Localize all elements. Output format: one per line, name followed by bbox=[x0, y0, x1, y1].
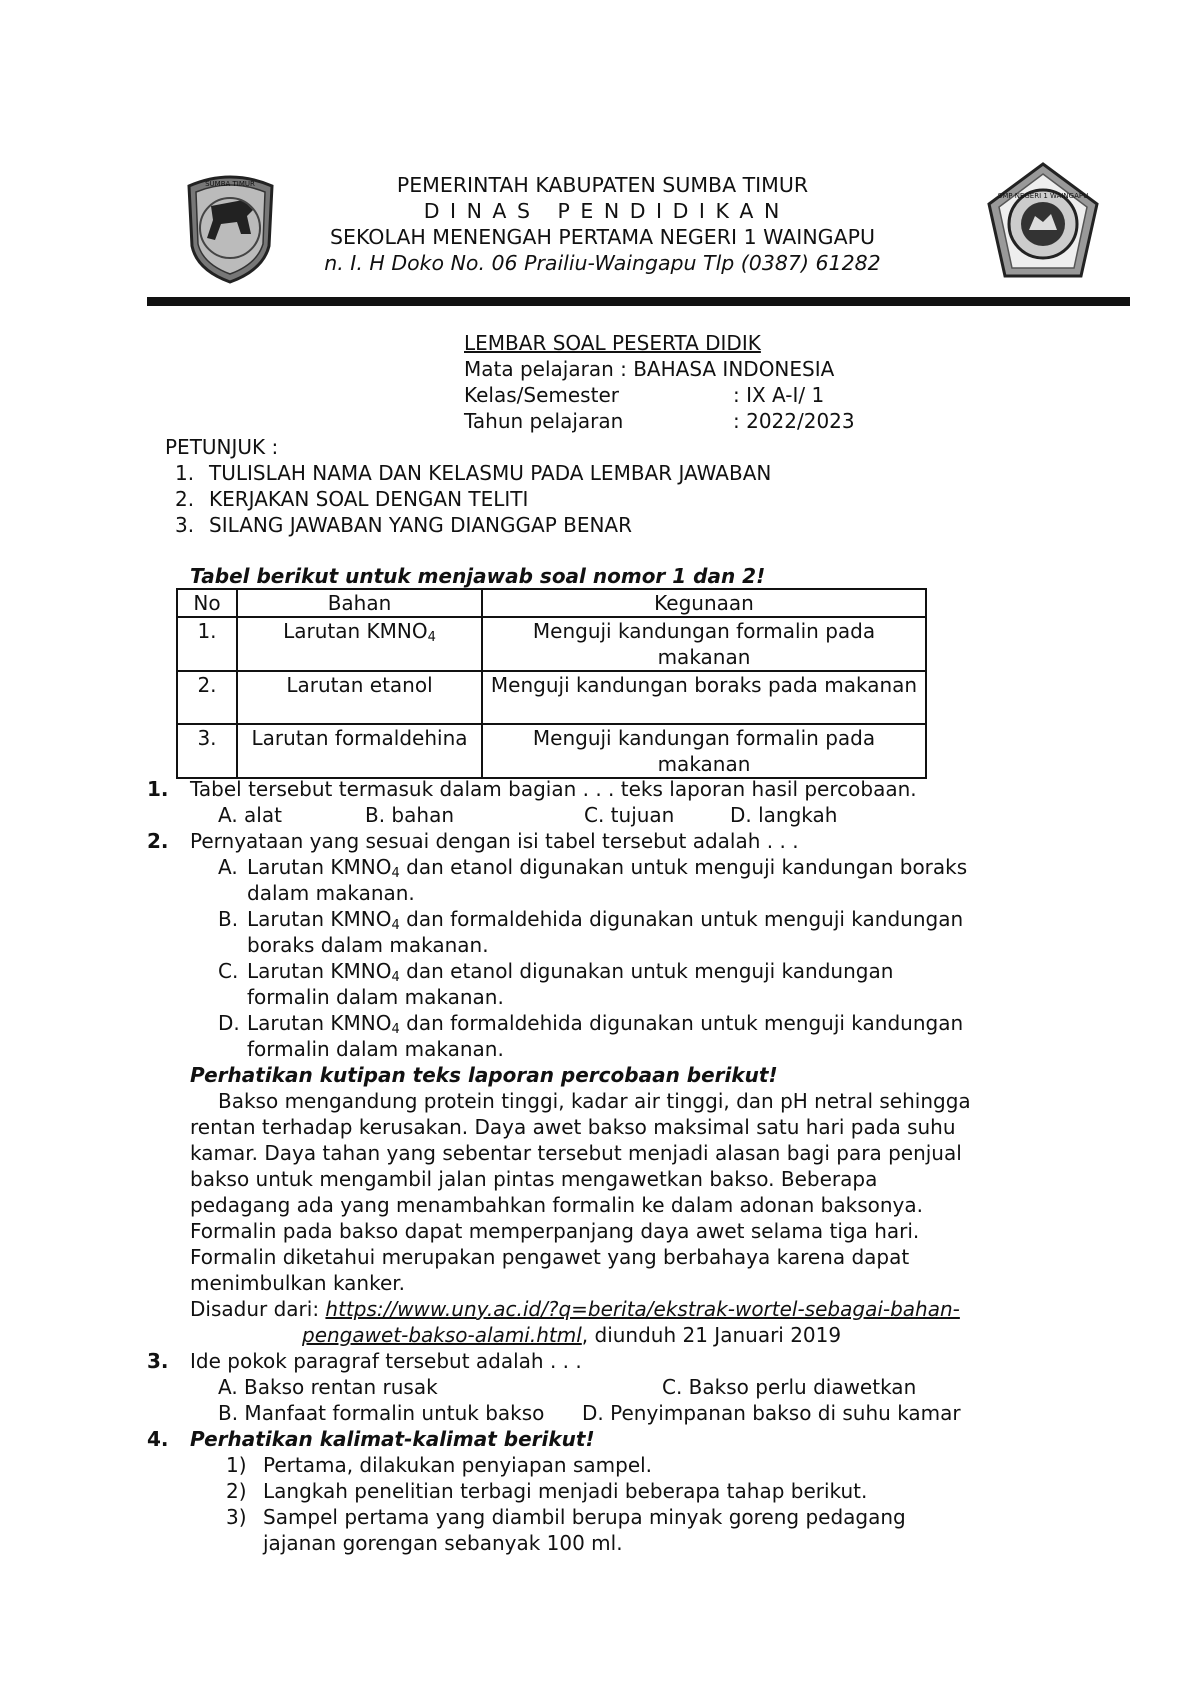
sheet-title: LEMBAR SOAL PESERTA DIDIK bbox=[464, 331, 761, 355]
table-cell-no: 2. bbox=[177, 671, 237, 724]
material-table bbox=[176, 588, 927, 779]
instructions-heading: PETUNJUK : bbox=[165, 435, 279, 459]
year-label: Tahun pelajaran bbox=[464, 409, 624, 433]
table-caption: Tabel berikut untuk menjawab soal nomor 1 dan 2! bbox=[190, 564, 766, 588]
sentence-number: 1) bbox=[226, 1453, 247, 1477]
sentence-text: Langkah penelitian terbagi menjadi beberapa tahap berikut. bbox=[263, 1479, 868, 1503]
table-cell-no: 3. bbox=[177, 724, 237, 778]
svg-text:SMP NEGERI 1 WAINGAPU: SMP NEGERI 1 WAINGAPU bbox=[997, 192, 1089, 200]
table-row bbox=[177, 617, 926, 671]
option-letter[interactable]: C. bbox=[218, 959, 239, 983]
table-cell-bahan: Larutan $KMNO_4$ bbox=[237, 617, 482, 671]
sentence-number: 3) bbox=[226, 1505, 247, 1529]
option-letter[interactable]: B. bbox=[218, 907, 239, 931]
source-citation: Disadur dari: https://www.uny.ac.id/?q=berita/ekstrak-wortel-sebagai-bahan- bbox=[190, 1297, 960, 1321]
option-letter[interactable]: D. bbox=[218, 1011, 240, 1035]
table-header-row bbox=[177, 589, 926, 617]
passage-line: Formalin pada bakso dapat memperpanjang daya awet selama tiga hari. bbox=[190, 1219, 920, 1243]
answer-option[interactable]: B. bahan bbox=[365, 803, 454, 827]
answer-option-continuation: boraks dalam makanan. bbox=[247, 933, 489, 957]
passage-line: pedagang ada yang menambahkan formalin ke dalam adonan baksonya. bbox=[190, 1193, 923, 1217]
instruction-text: TULISLAH NAMA DAN KELASMU PADA LEMBAR JAWABAN bbox=[209, 461, 772, 485]
question-text: Perhatikan kalimat-kalimat berikut! bbox=[190, 1427, 595, 1451]
question-number: 3. bbox=[147, 1349, 169, 1373]
passage-line: kamar. Daya tahan yang sebentar tersebut menjadi alasan bagi para penjual bbox=[190, 1141, 962, 1165]
question-number: 2. bbox=[147, 829, 169, 853]
table-cell-kegunaan: Menguji kandungan boraks pada makanan bbox=[482, 671, 926, 724]
passage-line: menimbulkan kanker. bbox=[190, 1271, 406, 1295]
table-cell-kegunaan: Menguji kandungan formalin pada makanan bbox=[482, 617, 926, 671]
table-row bbox=[177, 671, 926, 724]
passage-line: rentan terhadap kerusakan. Daya awet bakso maksimal satu hari pada suhu bbox=[190, 1115, 956, 1139]
sentence-text-continuation: jajanan gorengan sebanyak 100 ml. bbox=[263, 1531, 623, 1555]
answer-option[interactable]: D. langkah bbox=[730, 803, 838, 827]
answer-option[interactable]: D. Penyimpanan bakso di suhu kamar bbox=[582, 1401, 961, 1425]
instruction-text: KERJAKAN SOAL DENGAN TELITI bbox=[209, 487, 529, 511]
question-number: 1. bbox=[147, 777, 169, 801]
svg-text:SUMBA TIMUR: SUMBA TIMUR bbox=[205, 180, 255, 188]
table-header-cell: Kegunaan bbox=[482, 589, 926, 617]
class-value: : IX A-I/ 1 bbox=[733, 383, 825, 407]
table-row bbox=[177, 724, 926, 778]
header-government: PEMERINTAH KABUPATEN SUMBA TIMUR bbox=[396, 173, 809, 197]
subject-line: Mata pelajaran : BAHASA INDONESIA bbox=[464, 357, 835, 381]
year-value: : 2022/2023 bbox=[733, 409, 855, 433]
instruction-num: 3. bbox=[175, 513, 195, 537]
header-divider bbox=[147, 297, 1130, 306]
answer-option[interactable]: Larutan $KMNO_4$ dan etanol digunakan untuk menguji kandungan bbox=[247, 959, 894, 985]
answer-option-continuation: formalin dalam makanan. bbox=[247, 1037, 504, 1061]
table-header-cell: Bahan bbox=[237, 589, 482, 617]
answer-option[interactable]: C. tujuan bbox=[584, 803, 675, 827]
question-number: 4. bbox=[147, 1427, 169, 1451]
table-header-cell: No bbox=[177, 589, 237, 617]
header-school: SEKOLAH MENENGAH PERTAMA NEGERI 1 WAINGAPU bbox=[330, 225, 875, 249]
question-text: Tabel tersebut termasuk dalam bagian . . . teks laporan hasil percobaan. bbox=[190, 777, 917, 801]
answer-option[interactable]: Larutan $KMNO_4$ dan formaldehida digunakan untuk menguji kandungan bbox=[247, 1011, 964, 1037]
answer-option[interactable]: Larutan $KMNO_4$ dan formaldehida digunakan untuk menguji kandungan bbox=[247, 907, 964, 933]
answer-option[interactable]: A. Bakso rentan rusak bbox=[218, 1375, 438, 1399]
source-link[interactable]: https://www.uny.ac.id/?q=berita/ekstrak-wortel-sebagai-bahan- bbox=[325, 1297, 960, 1321]
table-cell-no: 1. bbox=[177, 617, 237, 671]
source-link[interactable]: pengawet-bakso-alami.html bbox=[302, 1323, 582, 1347]
answer-option[interactable]: C. Bakso perlu diawetkan bbox=[662, 1375, 917, 1399]
sentence-text: Pertama, dilakukan penyiapan sampel. bbox=[263, 1453, 653, 1477]
option-letter[interactable]: A. bbox=[218, 855, 238, 879]
class-label: Kelas/Semester bbox=[464, 383, 619, 407]
instruction-num: 2. bbox=[175, 487, 195, 511]
answer-option[interactable]: B. Manfaat formalin untuk bakso bbox=[218, 1401, 545, 1425]
sentence-number: 2) bbox=[226, 1479, 247, 1503]
table-cell-bahan: Larutan etanol bbox=[237, 671, 482, 724]
answer-option-continuation: dalam makanan. bbox=[247, 881, 415, 905]
table-cell-kegunaan: Menguji kandungan formalin pada makanan bbox=[482, 724, 926, 778]
question-text: Ide pokok paragraf tersebut adalah . . . bbox=[190, 1349, 582, 1373]
question-text: Pernyataan yang sesuai dengan isi tabel tersebut adalah . . . bbox=[190, 829, 799, 853]
table-cell-bahan: Larutan formaldehina bbox=[237, 724, 482, 778]
answer-option[interactable]: A. alat bbox=[218, 803, 282, 827]
header-department: D I N A S P E N D I D I K A N bbox=[423, 199, 782, 223]
school-logo bbox=[985, 160, 1101, 282]
instruction-text: SILANG JAWABAN YANG DIANGGAP BENAR bbox=[209, 513, 633, 537]
answer-option[interactable]: Larutan $KMNO_4$ dan etanol digunakan untuk menguji kandungan boraks bbox=[247, 855, 968, 881]
answer-option-continuation: formalin dalam makanan. bbox=[247, 985, 504, 1009]
passage-line: Formalin diketahui merupakan pengawet yang berbahaya karena dapat bbox=[190, 1245, 910, 1269]
passage-line: bakso untuk mengambil jalan pintas mengawetkan bakso. Beberapa bbox=[190, 1167, 878, 1191]
passage-line: Bakso mengandung protein tinggi, kadar air tinggi, dan pH netral sehingga bbox=[218, 1089, 971, 1113]
passage-heading: Perhatikan kutipan teks laporan percobaan berikut! bbox=[190, 1063, 778, 1087]
sentence-text: Sampel pertama yang diambil berupa minyak goreng pedagang bbox=[263, 1505, 906, 1529]
instruction-num: 1. bbox=[175, 461, 195, 485]
header-address: n. I. H Doko No. 06 Prailiu-Waingapu Tlp (0387) 61282 bbox=[324, 251, 881, 275]
source-citation-continuation: pengawet-bakso-alami.html, diunduh 21 Januari 2019 bbox=[302, 1323, 842, 1347]
